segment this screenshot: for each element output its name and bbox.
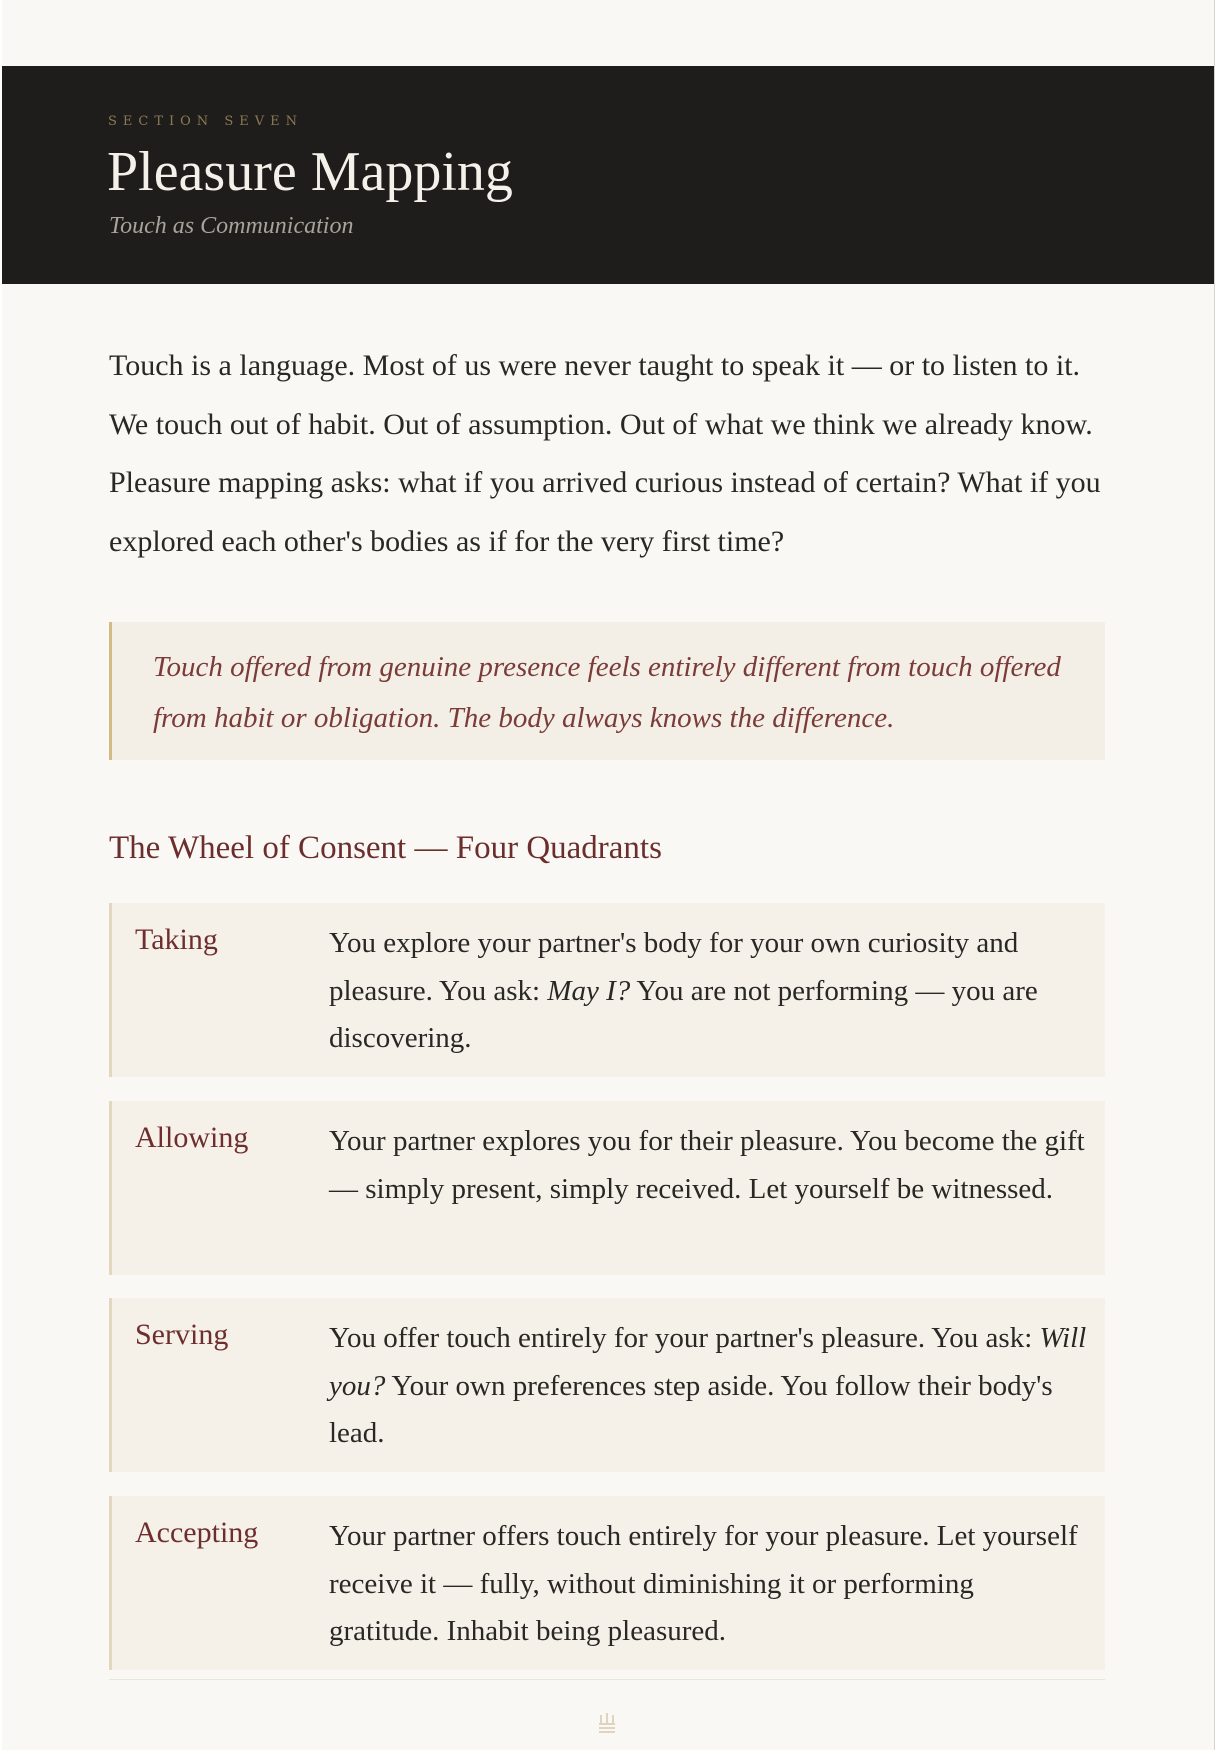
quadrant-card-accepting xyxy=(109,1496,1105,1670)
document-page xyxy=(2,0,1215,1750)
quadrant-emphasis: Will you? xyxy=(329,1322,1087,1402)
section-eyebrow: SECTION SEVEN xyxy=(108,114,303,129)
pull-quote-text: Touch offered from genuine presence feels entirely different from touch offered from habit or obligation. The body always knows the difference. xyxy=(153,651,1061,734)
pull-quote xyxy=(109,622,1105,760)
quadrant-name: Serving xyxy=(135,1318,229,1351)
quadrant-name: Accepting xyxy=(135,1516,259,1549)
quadrant-description: Your partner offers touch entirely for your pleasure. Let yourself receive it — fully, without diminishing it or performing gratitude. Inhabit being pleasured. xyxy=(329,1520,1078,1647)
quadrant-name: Allowing xyxy=(135,1121,249,1154)
quadrant-card-taking xyxy=(109,903,1105,1077)
wheel-heading: The Wheel of Consent — Four Quadrants xyxy=(109,830,662,866)
section-divider xyxy=(109,1679,1105,1680)
quadrant-description: You offer touch entirely for your partner's pleasure. You ask: Will you? Your own preferences step aside. You follow their body's lead. xyxy=(329,1322,1087,1449)
page-subtitle: Touch as Communication xyxy=(109,213,354,239)
quadrant-card-serving xyxy=(109,1298,1105,1472)
intro-paragraph: Touch is a language. Most of us were never taught to speak it — or to listen to it. We touch out of habit. Out of assumption. Out of what we think we already know. Pleasure mapping asks: what if you arrived curious instead of certain? What if you explored each other's bodies as if for the very first time? xyxy=(109,349,1101,558)
page-title: Pleasure Mapping xyxy=(107,141,513,203)
quadrant-description: You explore your partner's body for your own curiosity and pleasure. You ask: May I? You are not performing — you are discovering. xyxy=(329,927,1038,1054)
quadrant-name: Taking xyxy=(135,923,218,956)
crown-ornament-icon xyxy=(598,1713,616,1735)
quadrant-emphasis: May I? xyxy=(547,974,631,1007)
quadrant-card-allowing xyxy=(109,1101,1105,1275)
quadrant-description: Your partner explores you for their pleasure. You become the gift — simply present, simply received. Let yourself be witnessed. xyxy=(329,1125,1085,1205)
